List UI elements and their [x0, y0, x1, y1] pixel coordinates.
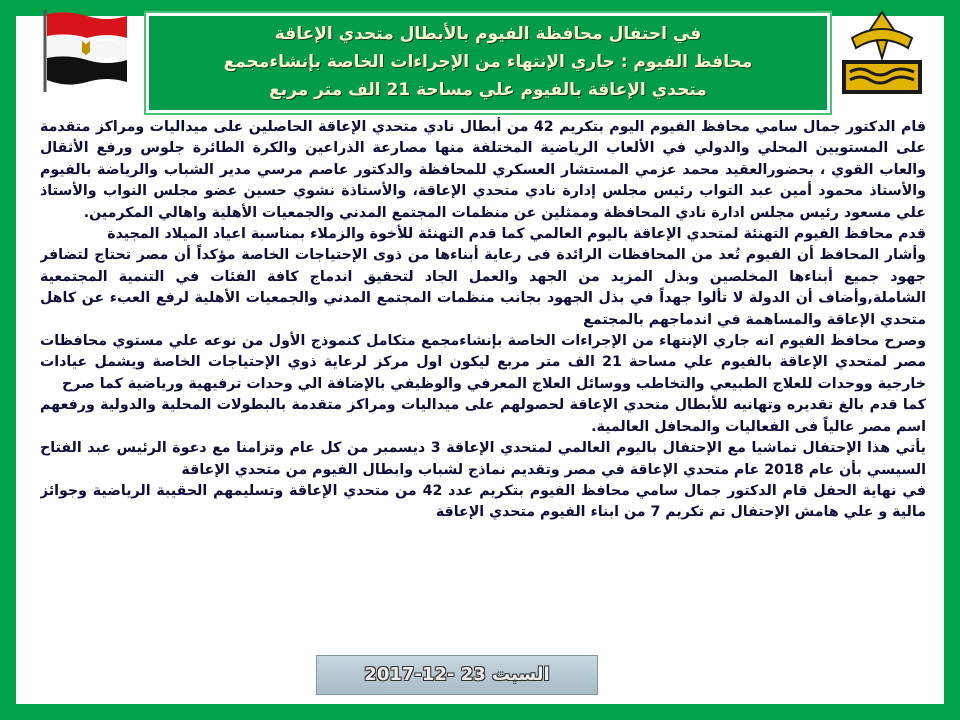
egypt-flag-icon: [42, 8, 128, 92]
article-paragraph: كما قدم بالغ تقديره وتهانيه للأبطال متحدي الإعاقة لحصولهم على ميداليات ومراكز متقدمة بالبطولات المحلية والدولية ورفعهم اسم مصر عالياً فى الفعاليات والمحافل العالمية.: [40, 397, 926, 435]
date-badge: السبت 23 -12-2017: [316, 655, 598, 695]
article-body: [40, 117, 926, 635]
headline-box: [146, 13, 830, 113]
article-paragraph: وأشار المحافظ أن الفيوم تُعد من المحافظات الرائدة فى رعاية أبناءها من ذوى الإحتياجات الخاصة مؤكداً أن مصر تحتاج لتضافر جهود جميع أبناءها المخلصين وبذل المزيد من الجهد والعمل الجاد لتحقيق اندماج كافة الفئات في التنمية المجتمعية الشاملة,وأضاف أن الدولة لا تألوا جهداً في بذل الجهود بجانب منظمات المجتمع المدني والجمعيات الأهلية لرفع العبء عن كاهل متحدي الإعاقة والمساهمة في اندماجهم بالمجتمع: [40, 247, 926, 328]
article-paragraph: في نهاية الحفل قام الدكتور جمال سامي محافظ الفيوم بتكريم عدد 42 من متحدي الإعاقة وتسليمهم الحقيبة الرياضية وجوائز مالية و علي هامش الإحتفال تم تكريم 7 من ابناء الفيوم متحدي الإعاقة: [40, 482, 926, 521]
article-paragraph: يأتي هذا الإحتفال تماشيا مع الإحتفال باليوم العالمي لمتحدي الإعاقة 3 ديسمبر من كل عام وتزامنا مع دعوة الرئيس عبد الفتاح السيسي بأن عام 2018 عام متحدي الإعاقة في مصر وتقديم نماذج لشباب وابطال الفيوم من متحدي الإعاقة: [40, 440, 926, 478]
fayoum-governorate-logo-icon: [838, 8, 926, 96]
headline-line-2: محافظ الفيوم : جاري الإنتهاء من الإجراءات الخاصة بإنشاءمجمع: [223, 52, 753, 72]
article-paragraph: قام الدكتور جمال سامي محافظ الفيوم اليوم بتكريم 42 من أبطال نادي متحدي الإعاقة الحاصلين على ميداليات ومراكز متقدمة على المستويين المحلي والدولي في الألعاب الرياضية المختلفة منها مصارعة الذراعين والكرة الطائرة جلوس ورفع الأثقال والعاب القوي ، بحضورالعقيد محمد عزمي المستشار العسكري للمحافظة والدكتور عاصم مرسي مدير الشباب والرياضة بالفيوم والأستاذ محمود أمين عبد التواب رئيس مجلس إدارة نادي متحدي الإعاقة، والأستاذة نشوي حسين عضو مجلس النواب والأستاذ علي مسعود رئيس مجلس ادارة نادي المحافظة وممثلين عن منظمات المجتمع المدني والجمعيات الأهلية واهالي المكرمين.: [40, 119, 926, 221]
article-paragraph: وصرح محافظ الفيوم انه جاري الإنتهاء من الإجراءات الخاصة بإنشاءمجمع متكامل كنموذج الأول من نوعه علي مستوي محافظات مصر لمتحدي الإعاقة بالفيوم علي مساحة 21 الف متر مربع ليكون اول مركز لرعاية ذوي الإحتياجات الخاصة ويشمل عيادات خارجية ووحدات للعلاج الطبيعي والتخاطب ووسائل العلاج المعرفي والوظيفي بالإضافة الي وحدات ترفيهية ورياضية كما صرح: [40, 333, 926, 392]
article-paragraph: قدم محافظ الفيوم التهنئة لمتحدي الإعاقة باليوم العالمي كما قدم التهنئة للأخوة والزملاء بمناسبة اعياد الميلاد المجيدة: [107, 226, 926, 243]
headline-line-1: في احتفال محافظة الفيوم بالأبطال متحدي الإعاقة: [274, 24, 702, 44]
headline-line-3: متحدي الإعاقة بالفيوم علي مساحة 21 الف متر مربع: [269, 80, 707, 100]
